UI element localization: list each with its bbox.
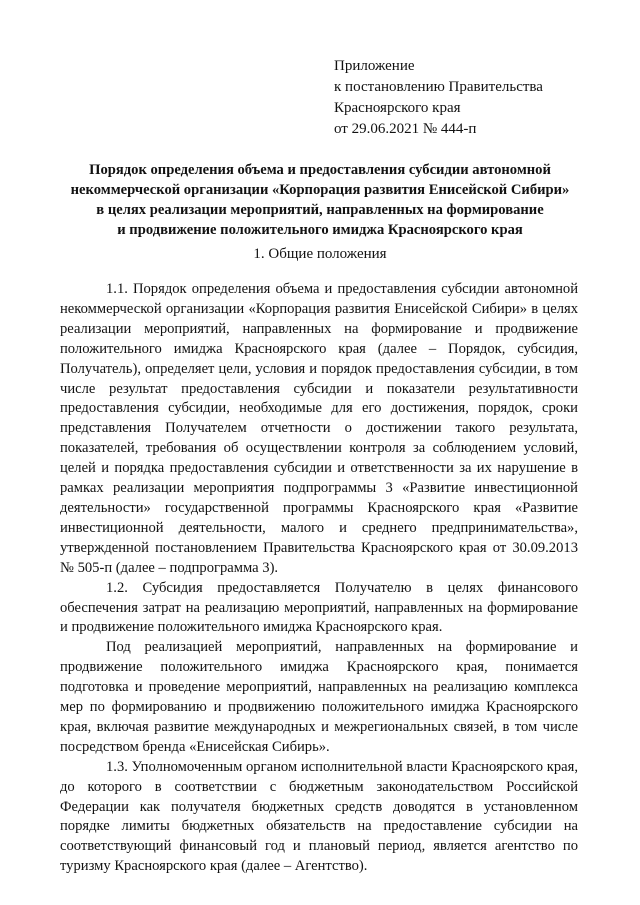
appendix-line: Красноярского края — [334, 100, 461, 116]
title-line: и продвижение положительного имиджа Красноярского края — [117, 222, 523, 238]
title-line: Порядок определения объема и предоставления субсидии автономной — [89, 162, 551, 178]
paragraph-1-1: 1.1. Порядок определения объема и предоставления субсидии автономной некоммерческой организации «Корпорация развития Енисейской Сибири» в целях реализации мероприятий, направленных на формирование и продвижение положительного имиджа Красноярского края (далее – Порядок, субсидия, Получатель), определяет цели, условия и порядок предоставления субсидии, в том числе результат предоставления субсидии и показатели результативности предоставления субсидии, необходимые для его достижения, порядок, сроки представления Получателем отчетности о достижении такого результата, показателей, требования об осуществлении контроля за соблюдением условий, целей и порядка предоставления субсидии и ответственности за их нарушение в рамках реализации мероприятия подпрограммы 3 «Развитие инвестиционной деятельности» государственной программы Красноярского края «Развитие инвестиционной деятельности, малого и среднего предпринимательства», утвержденной постановлением Правительства Красноярского края от 30.09.2013 № 505-п (далее – подпрограмма 3). — [60, 281, 578, 576]
appendix-block — [334, 56, 624, 140]
appendix-line: Приложение — [334, 58, 415, 74]
paragraph-1-2: 1.2. Субсидия предоставляется Получателю в целях финансового обеспечения затрат на реализацию мероприятий, направленных на формирование и продвижение положительного имиджа Красноярского края. — [60, 579, 578, 636]
paragraph-1-3: 1.3. Уполномоченным органом исполнительной власти Красноярского края, до которого в соответствии с бюджетным законодательством Российской Федерации как получателя бюджетных средств доводятся в установленном порядке лимиты бюджетных обязательств на предоставление субсидии на соответствующий финансовый год и плановый период, является агентство по туризму Красноярского края (далее – Агентство). — [60, 758, 578, 875]
title-line: некоммерческой организации «Корпорация развития Енисейской Сибири» — [70, 182, 570, 198]
title-line: в целях реализации мероприятий, направленных на формирование — [96, 202, 544, 218]
appendix-line: к постановлению Правительства — [334, 79, 543, 95]
appendix-line: от 29.06.2021 № 444-п — [334, 121, 477, 137]
document-title — [40, 160, 600, 240]
document-body — [60, 280, 578, 877]
paragraph-definition: Под реализацией мероприятий, направленных на формирование и продвижение положительного имиджа Красноярского края, понимается подготовка и проведение мероприятий, направленных на реализацию комплекса мер по формированию и продвижению положительного имиджа Красноярского края, включая развитие международных и межрегиональных связей, в том числе посредством бренда «Енисейская Сибирь». — [60, 639, 578, 755]
section-heading: 1. Общие положения — [253, 246, 387, 262]
